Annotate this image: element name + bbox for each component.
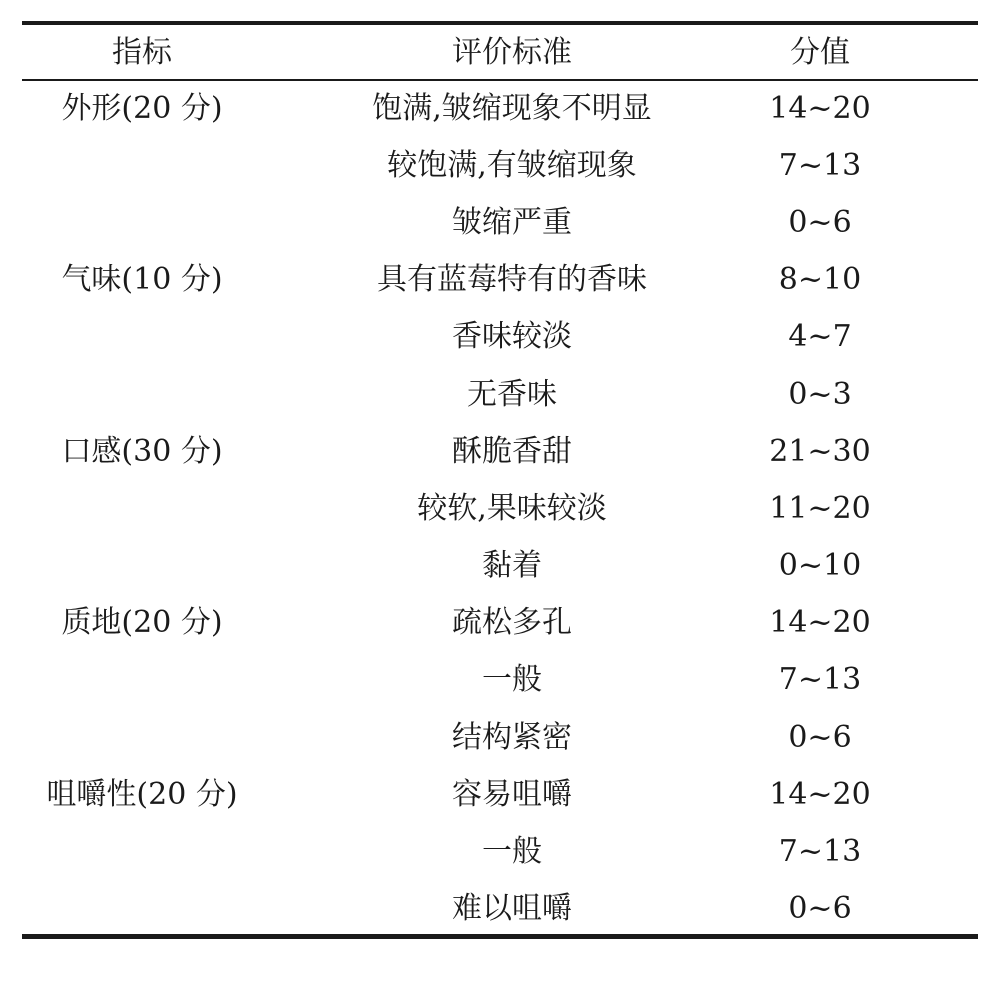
indicator-cell	[22, 881, 362, 938]
score-cell: 14~20	[769, 776, 871, 812]
score-cell: 4~7	[788, 319, 852, 355]
table-row	[22, 538, 978, 595]
table-row	[22, 595, 978, 652]
criterion-cell: 饱满,皱缩现象不明显	[372, 90, 652, 126]
table-row	[22, 252, 978, 309]
criterion-cell: 酥脆香甜	[452, 433, 572, 469]
score-cell: 7~13	[778, 662, 862, 698]
table-row	[22, 881, 978, 938]
criterion-cell: 皱缩严重	[452, 204, 572, 240]
criterion-cell: 难以咀嚼	[452, 891, 572, 927]
score-cell: 14~20	[769, 605, 871, 641]
score-cell: 0~3	[788, 376, 852, 412]
table-row	[22, 652, 978, 709]
score-cell: 0~6	[788, 891, 852, 927]
table-row	[22, 423, 978, 480]
indicator-cell	[22, 366, 362, 423]
indicator-cell: 质地(20 分)	[61, 605, 223, 641]
header-criterion: 评价标准	[452, 34, 572, 70]
indicator-cell: 咀嚼性(20 分)	[46, 776, 238, 812]
indicator-cell	[22, 652, 362, 709]
indicator-cell: 口感(30 分)	[61, 433, 223, 469]
indicator-cell: 气味(10 分)	[61, 262, 223, 298]
table-row	[22, 480, 978, 537]
criterion-cell: 具有蓝莓特有的香味	[377, 262, 647, 298]
indicator-cell	[22, 194, 362, 251]
score-cell: 8~10	[778, 262, 862, 298]
table-row	[22, 194, 978, 251]
score-cell: 21~30	[769, 433, 871, 469]
score-cell: 7~13	[778, 147, 862, 183]
criterion-cell: 容易咀嚼	[452, 776, 572, 812]
criterion-cell: 一般	[482, 834, 542, 870]
criterion-cell: 香味较淡	[452, 319, 572, 355]
score-cell: 0~6	[788, 719, 852, 755]
header-score: 分值	[790, 34, 850, 70]
table-body	[22, 80, 978, 938]
indicator-cell	[22, 538, 362, 595]
criterion-cell: 疏松多孔	[452, 605, 572, 641]
criterion-cell: 一般	[482, 662, 542, 698]
criterion-cell: 较软,果味较淡	[417, 490, 607, 526]
criterion-cell: 黏着	[482, 548, 542, 584]
indicator-cell	[22, 480, 362, 537]
score-cell: 0~6	[788, 204, 852, 240]
criterion-cell: 较饱满,有皱缩现象	[387, 147, 637, 183]
table-row	[22, 766, 978, 823]
score-cell: 14~20	[769, 90, 871, 126]
score-cell: 11~20	[769, 490, 871, 526]
table-row	[22, 366, 978, 423]
indicator-cell	[22, 709, 362, 766]
table-row	[22, 137, 978, 194]
indicator-cell: 外形(20 分)	[61, 90, 223, 126]
table-row	[22, 80, 978, 137]
header-row	[22, 25, 978, 80]
table-row	[22, 823, 978, 880]
table-row	[22, 309, 978, 366]
evaluation-table	[22, 25, 978, 938]
criterion-cell: 结构紧密	[452, 719, 572, 755]
table-row	[22, 709, 978, 766]
indicator-cell	[22, 309, 362, 366]
score-cell: 0~10	[778, 548, 862, 584]
criterion-cell: 无香味	[467, 376, 557, 412]
indicator-cell	[22, 137, 362, 194]
header-indicator: 指标	[112, 34, 172, 70]
indicator-cell	[22, 823, 362, 880]
score-cell: 7~13	[778, 834, 862, 870]
